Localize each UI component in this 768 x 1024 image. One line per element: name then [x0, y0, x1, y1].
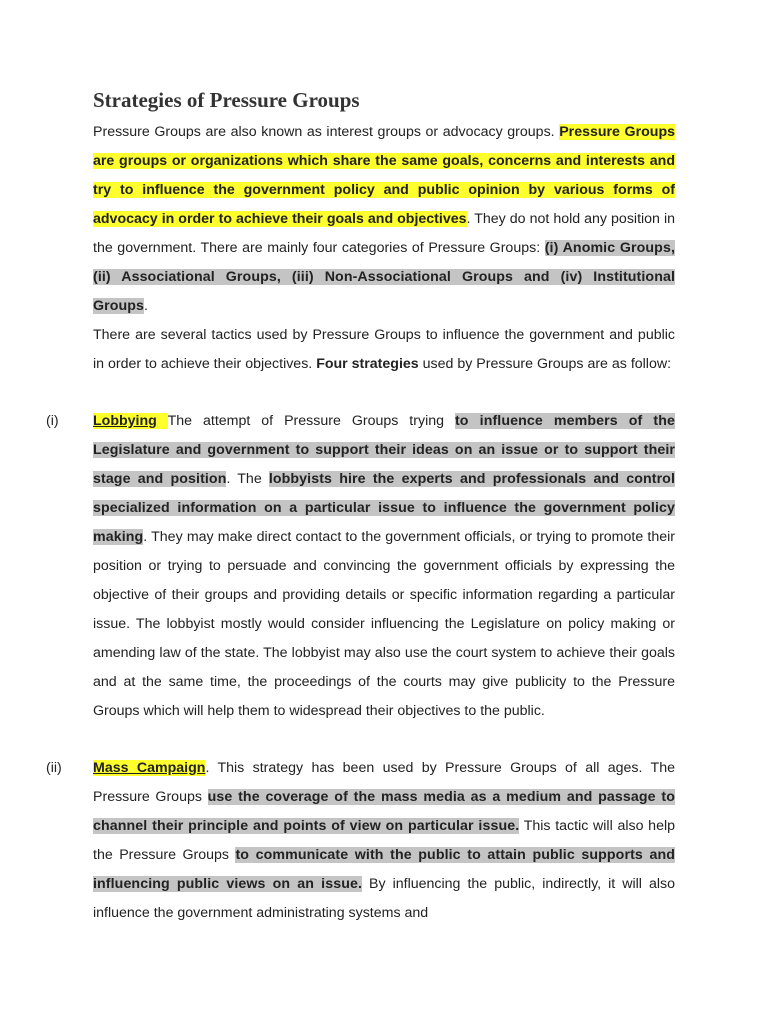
tactics-text-1: There are several tactics used by Pressure Groups to influence the government and public in order to achieve their objectives. — [93, 327, 675, 372]
intro-text-1: Pressure Groups are also known as interest groups or advocacy groups. — [93, 124, 560, 140]
tactics-text-2: used by Pressure Groups are as follow: — [418, 356, 672, 372]
lobbying-label-gap — [157, 413, 168, 429]
intro-highlight-definition: Pressure Groups are groups or organizations which share the same goals, concerns and interests and try to influence the government policy and public opinion by various forms of advocacy in order to achieve their goals and objectives — [93, 124, 675, 227]
lobbying-text-3: . They may make direct contact to the government officials, or trying to promote their position or trying to persuade and convincing the government officials by expressing the objective of their groups and providing details or specific information regarding a particular issue. The lobbyist mostly would consider influencing the Legislature on policy making or amending law of the state. The lobbyist may also use the court system to achieve their goals and at the same time, the proceedings of the courts may give publicity to the Pressure Groups which will help them to widespread their objectives to the public. — [93, 529, 675, 719]
intro-paragraph — [93, 118, 675, 321]
mass-campaign-text-2: This tactic will also help the Pressure Groups — [93, 818, 675, 863]
lobbying-highlight-2: lobbyists hire the experts and professionals and control specialized information on a particular issue to influence the government policy making — [93, 471, 675, 545]
mass-campaign-text-1: . This strategy has been used by Pressure Groups of all ages. The Pressure Groups — [93, 760, 676, 805]
lobbying-highlight-1: to influence members of the Legislature and government to support their ideas on an issue or to support their stage and position — [93, 413, 676, 487]
mass-campaign-highlight-1: use the coverage of the mass media as a medium and passage to channel their principle and points of view on particular issue. — [93, 789, 675, 834]
list-item-number: (ii) — [46, 760, 62, 776]
mass-campaign-label: Mass Campaign — [93, 760, 206, 776]
lobbying-text-2: . The — [226, 471, 269, 487]
lobbying-label: Lobbying — [93, 413, 157, 429]
tactics-bold: Four strategies — [316, 356, 419, 372]
mass-campaign-text-3: By influencing the public, indirectly, it will also influence the government administrating systems and — [93, 876, 675, 921]
mass-campaign-highlight-2: to communicate with the public to attain public supports and influencing public views on an issue. — [93, 847, 675, 892]
lobbying-text-1: The attempt of Pressure Groups trying — [167, 413, 455, 429]
mass-campaign-paragraph — [93, 754, 675, 928]
intro-text-3: . — [144, 298, 148, 314]
lobbying-paragraph — [93, 407, 675, 726]
intro-highlight-categories: (i) Anomic Groups, (ii) Associational Groups, (iii) Non-Associational Groups and (iv) Institutional Groups — [93, 240, 675, 314]
tactics-paragraph — [93, 321, 675, 379]
document-title: Strategies of Pressure Groups — [93, 88, 360, 112]
list-item-number: (i) — [46, 413, 59, 429]
intro-text-2: . They do not hold any position in the government. There are mainly four categories of Pressure Groups: — [93, 211, 675, 256]
